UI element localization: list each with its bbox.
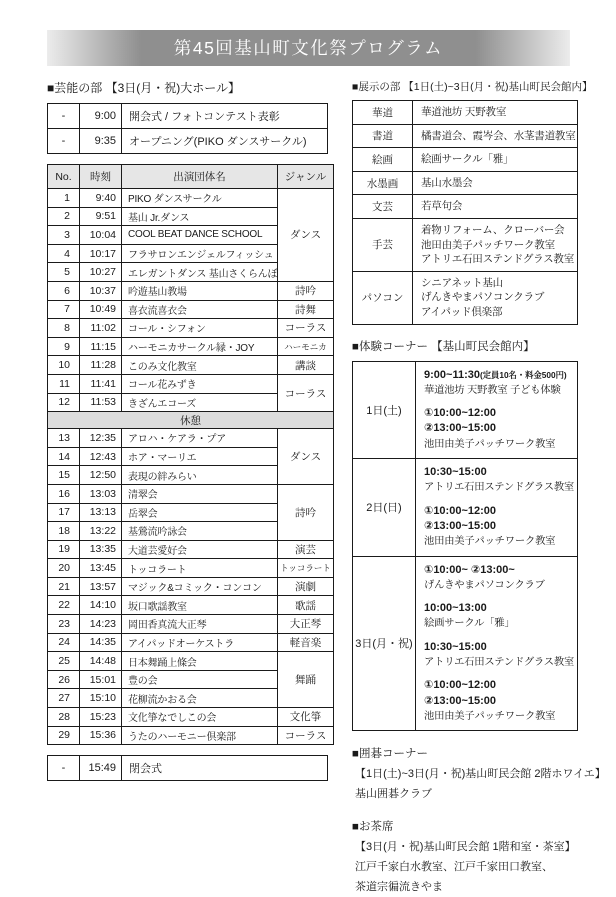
tea-line: 江戸千家白水教室、江戸千家田口教室、 [355, 861, 553, 874]
row-no: 14 [48, 447, 80, 466]
day-cell: 2日(日) [353, 459, 416, 556]
slot-line: 9:00~11:30(定員10名・料金500円) [424, 368, 567, 381]
row-time: 14:23 [80, 615, 122, 634]
group-name: PIKO ダンスサークル [122, 189, 278, 208]
slot-line: アトリエ石田ステンドグラス教室 [424, 656, 575, 668]
no-cell: - [48, 104, 80, 129]
genre-cell: 演芸 [278, 540, 334, 559]
exhibition-row [353, 148, 578, 172]
performance-row [48, 615, 334, 634]
genre-cell: 演劇 [278, 577, 334, 596]
row-time: 13:45 [80, 559, 122, 578]
row-time: 11:28 [80, 356, 122, 375]
performance-row [48, 559, 334, 578]
row-time: 13:13 [80, 503, 122, 522]
group-name: ホア・マーリエ [122, 447, 278, 466]
slots-cell [416, 459, 578, 556]
right-column [352, 79, 606, 897]
genre-cell: 詩吟 [278, 281, 334, 300]
row-time: 11:15 [80, 337, 122, 356]
row-no: 28 [48, 708, 80, 727]
row-time: 12:43 [80, 447, 122, 466]
category-cell: 手芸 [353, 218, 413, 271]
exhibition-row [353, 195, 578, 219]
group-name: 坂口歌謡教室 [122, 596, 278, 615]
row-time: 12:35 [80, 429, 122, 448]
exhibitor-line: 若草句会 [421, 200, 463, 213]
row-no: 15 [48, 466, 80, 485]
genre-cell: コーラス [278, 319, 334, 338]
experience-row [353, 459, 578, 556]
content-columns [47, 79, 606, 897]
slot-line: ①10:00~12:00 [424, 504, 497, 517]
row-time: 15:01 [80, 670, 122, 689]
row-time: 10:49 [80, 300, 122, 319]
time-cell: 15:49 [80, 756, 122, 781]
row-no: 24 [48, 633, 80, 652]
exhibitor-line: アトリエ石田ステンドグラス教室 [421, 253, 575, 266]
group-name: 吟遊基山教場 [122, 281, 278, 300]
row-no: 3 [48, 226, 80, 245]
row-no: 5 [48, 263, 80, 282]
group-name: うたのハーモニー倶楽部 [122, 726, 278, 745]
row-no: 16 [48, 484, 80, 503]
go-corner-venue: 【1日(土)~3日(月・祝)基山町民会館 2階ホワイエ】 [355, 768, 606, 781]
exhibitors-cell [413, 171, 578, 195]
genre-cell: 詩舞 [278, 300, 334, 319]
tea-heading: ■お茶席 [352, 821, 394, 834]
row-time: 14:35 [80, 633, 122, 652]
exhibitors-cell [413, 218, 578, 271]
exhibitor-line: 華道池坊 天野教室 [421, 106, 507, 118]
column-header: 時刻 [80, 165, 122, 189]
row-no: 2 [48, 207, 80, 226]
performance-section [47, 79, 337, 897]
slots-cell [416, 361, 578, 458]
row-no: 6 [48, 281, 80, 300]
category-cell: 書道 [353, 124, 413, 148]
genre-cell: 軽音楽 [278, 633, 334, 652]
break-cell: 休憩 [48, 412, 334, 429]
closing-table [47, 755, 328, 781]
category-cell: パソコン [353, 271, 413, 324]
slot-line: 池田由美子パッチワーク教室 [424, 438, 556, 450]
experience-row [353, 361, 578, 458]
genre-cell: 詩吟 [278, 484, 334, 540]
group-name: このみ文化教室 [122, 356, 278, 375]
performance-heading: ■芸能の部 【3日(月・祝)大ホール】 [47, 81, 241, 95]
performance-row [48, 652, 334, 671]
opening-table [47, 103, 328, 154]
performance-row [48, 319, 334, 338]
exhibition-table [352, 100, 578, 325]
genre-cell: 文化箏 [278, 708, 334, 727]
event-name-cell: オープニング(PIKO ダンスサークル) [122, 129, 328, 154]
row-no: 23 [48, 615, 80, 634]
row-no: 17 [48, 503, 80, 522]
slot-group [424, 504, 575, 550]
tea-section [352, 817, 578, 897]
day-cell: 1日(土) [353, 361, 416, 458]
slot-line: アトリエ石田ステンドグラス教室 [424, 482, 575, 494]
performance-row [48, 484, 334, 503]
row-no: 13 [48, 429, 80, 448]
slot-group [424, 465, 575, 496]
row-no: 29 [48, 726, 80, 745]
performance-header-row [48, 165, 334, 189]
go-corner-club: 基山囲碁クラブ [355, 788, 432, 801]
row-time: 13:35 [80, 540, 122, 559]
slot-group [424, 368, 575, 399]
row-time: 11:53 [80, 393, 122, 412]
exhibitors-cell [413, 271, 578, 324]
slot-line: 10:30~15:00 [424, 640, 487, 653]
row-time: 11:41 [80, 374, 122, 393]
slot-line: ①10:00~12:00 [424, 679, 497, 692]
schedule-row [48, 756, 328, 781]
exhibitors-cell [413, 195, 578, 219]
category-cell: 水墨画 [353, 171, 413, 195]
schedule-row [48, 104, 328, 129]
slot-line: ②13:00~15:00 [424, 422, 497, 435]
exhibitor-line: 絵画サークル「雅」 [421, 153, 514, 166]
schedule-row [48, 129, 328, 154]
row-time: 15:10 [80, 689, 122, 708]
no-cell: - [48, 756, 80, 781]
row-no: 4 [48, 244, 80, 263]
group-name: きざんエコーズ [122, 393, 278, 412]
row-time: 10:37 [80, 281, 122, 300]
slot-line: 池田由美子パッチワーク教室 [424, 710, 556, 722]
performance-table [47, 164, 334, 745]
performance-row [48, 281, 334, 300]
performance-row [48, 633, 334, 652]
group-name: 岳翠会 [122, 503, 278, 522]
row-no: 25 [48, 652, 80, 671]
performance-row [48, 596, 334, 615]
genre-cell: コーラス [278, 726, 334, 745]
row-time: 14:10 [80, 596, 122, 615]
group-name: 岡田香真流大正琴 [122, 615, 278, 634]
slot-line: ②13:00~15:00 [424, 694, 497, 707]
genre-cell: 舞踊 [278, 652, 334, 708]
tea-line: 茶道宗徧流きやま [355, 881, 443, 894]
exhibition-row [353, 124, 578, 148]
row-time: 14:48 [80, 652, 122, 671]
exhibitor-line: 池田由美子パッチワーク教室 [421, 238, 555, 251]
slot-line: 10:30~15:00 [424, 466, 487, 479]
row-no: 9 [48, 337, 80, 356]
exhibition-heading: ■展示の部 【1日(土)~3日(月・祝)基山町民会館内】 [352, 81, 593, 93]
genre-cell: ハーモニカ [278, 337, 334, 356]
row-no: 7 [48, 300, 80, 319]
row-time: 9:51 [80, 207, 122, 226]
row-time: 15:23 [80, 708, 122, 727]
group-name: 清翠会 [122, 484, 278, 503]
row-no: 11 [48, 374, 80, 393]
performance-row [48, 726, 334, 745]
group-name: コール花みずき [122, 374, 278, 393]
experience-table [352, 361, 578, 732]
group-name: マジック&コミック・コンコン [122, 577, 278, 596]
row-time: 15:36 [80, 726, 122, 745]
row-no: 21 [48, 577, 80, 596]
group-name: 豊の会 [122, 670, 278, 689]
tea-lines [352, 857, 578, 897]
exhibitor-line: 橘書道会、霞岑会、水茎書道教室 [421, 129, 576, 142]
group-name: コール・シフォン [122, 319, 278, 338]
performance-row [48, 429, 334, 448]
row-no: 18 [48, 522, 80, 541]
exhibitors-cell [413, 148, 578, 172]
exhibitor-line: 基山水墨会 [421, 176, 473, 189]
group-name: アロハ・ケアラ・プア [122, 429, 278, 448]
exhibition-row [353, 101, 578, 125]
slot-line: ①10:00~12:00 [424, 407, 497, 420]
performance-row [48, 300, 334, 319]
break-row [48, 412, 334, 429]
exhibitors-cell [413, 101, 578, 125]
performance-row [48, 189, 334, 208]
group-name: エレガントダンス 基山さくらんぼ [122, 263, 278, 282]
row-time: 13:57 [80, 577, 122, 596]
exhibitors-cell [413, 124, 578, 148]
exhibition-row [353, 171, 578, 195]
exhibitor-line: 着物リフォーム、クローバー会 [421, 223, 565, 236]
exhibition-row [353, 218, 578, 271]
category-cell: 絵画 [353, 148, 413, 172]
group-name: 表現の絆みらい [122, 466, 278, 485]
day-cell: 3日(月・祝) [353, 556, 416, 731]
genre-cell: コーラス [278, 374, 334, 411]
exhibitor-line: アイパッド倶楽部 [421, 305, 503, 318]
category-cell: 華道 [353, 101, 413, 125]
slot-group [424, 678, 575, 724]
genre-cell: トッコラート [278, 559, 334, 578]
group-name: 喜衣流喜衣会 [122, 300, 278, 319]
group-name: COOL BEAT DANCE SCHOOL [122, 226, 278, 245]
row-time: 9:40 [80, 189, 122, 208]
row-time: 13:03 [80, 484, 122, 503]
exhibitor-line: げんきやまパソコンクラブ [421, 291, 545, 304]
group-name: 日本舞踊上條会 [122, 652, 278, 671]
genre-cell: ダンス [278, 189, 334, 282]
no-cell: - [48, 129, 80, 154]
row-no: 10 [48, 356, 80, 375]
row-no: 12 [48, 393, 80, 412]
event-name-cell: 閉会式 [122, 756, 328, 781]
slot-group [424, 640, 575, 671]
group-name: 基山 Jr.ダンス [122, 207, 278, 226]
row-no: 8 [48, 319, 80, 338]
slots-cell [416, 556, 578, 731]
performance-row [48, 708, 334, 727]
row-no: 20 [48, 559, 80, 578]
slot-group [424, 563, 575, 594]
row-no: 19 [48, 540, 80, 559]
slot-group [424, 406, 575, 452]
go-corner-heading: ■囲碁コーナー [352, 748, 428, 761]
genre-cell: 歌謡 [278, 596, 334, 615]
performance-row [48, 540, 334, 559]
go-corner-section [352, 744, 606, 804]
row-no: 1 [48, 189, 80, 208]
event-name-cell: 開会式 / フォトコンテスト表彰 [122, 104, 328, 129]
row-time: 10:17 [80, 244, 122, 263]
exhibition-row [353, 271, 578, 324]
exhibitor-line: シニアネット基山 [421, 276, 503, 289]
group-name: フラサロンエンジェルフィッシュ [122, 244, 278, 263]
column-header: ジャンル [278, 165, 334, 189]
row-time: 12:50 [80, 466, 122, 485]
capacity-note: (定員10名・料金500円) [479, 369, 567, 380]
group-name: トッコラート [122, 559, 278, 578]
group-name: 基鶯流吟詠会 [122, 522, 278, 541]
group-name: 文化箏なでしこの会 [122, 708, 278, 727]
group-name: ハーモニカサークル縁・JOY [122, 337, 278, 356]
row-no: 27 [48, 689, 80, 708]
row-no: 22 [48, 596, 80, 615]
row-time: 13:22 [80, 522, 122, 541]
performance-row [48, 337, 334, 356]
category-cell: 文芸 [353, 195, 413, 219]
slot-line: げんきやまパソコンクラブ [424, 579, 545, 591]
column-header: No. [48, 165, 80, 189]
row-time: 10:04 [80, 226, 122, 245]
genre-cell: ダンス [278, 429, 334, 485]
experience-heading: ■体験コーナー 【基山町民会館内】 [352, 340, 535, 353]
slot-line: ②13:00~15:00 [424, 519, 497, 532]
genre-cell: 大正琴 [278, 615, 334, 634]
group-name: 大道芸愛好会 [122, 540, 278, 559]
row-time: 10:27 [80, 263, 122, 282]
group-name: 花柳流かおる会 [122, 689, 278, 708]
slot-group [424, 601, 575, 632]
performance-row [48, 356, 334, 375]
genre-cell: 講談 [278, 356, 334, 375]
group-name: アイパッドオーケストラ [122, 633, 278, 652]
row-no: 26 [48, 670, 80, 689]
page-title: 第45回基山町文化祭プログラム [47, 30, 570, 66]
slot-line: 池田由美子パッチワーク教室 [424, 536, 556, 548]
experience-row [353, 556, 578, 731]
slot-line: 華道池坊 天野教室 子ども体験 [424, 384, 561, 396]
column-header: 出演団体名 [122, 165, 278, 189]
performance-row [48, 374, 334, 393]
time-cell: 9:00 [80, 104, 122, 129]
time-cell: 9:35 [80, 129, 122, 154]
tea-venue: 【3日(月・祝)基山町民会館 1階和室・茶室】 [355, 841, 576, 854]
slot-line: ①10:00~ ②13:00~ [424, 563, 515, 576]
row-time: 11:02 [80, 319, 122, 338]
slot-line: 10:00~13:00 [424, 602, 487, 615]
performance-row [48, 577, 334, 596]
slot-line: 絵画サークル「雅」 [424, 618, 515, 630]
